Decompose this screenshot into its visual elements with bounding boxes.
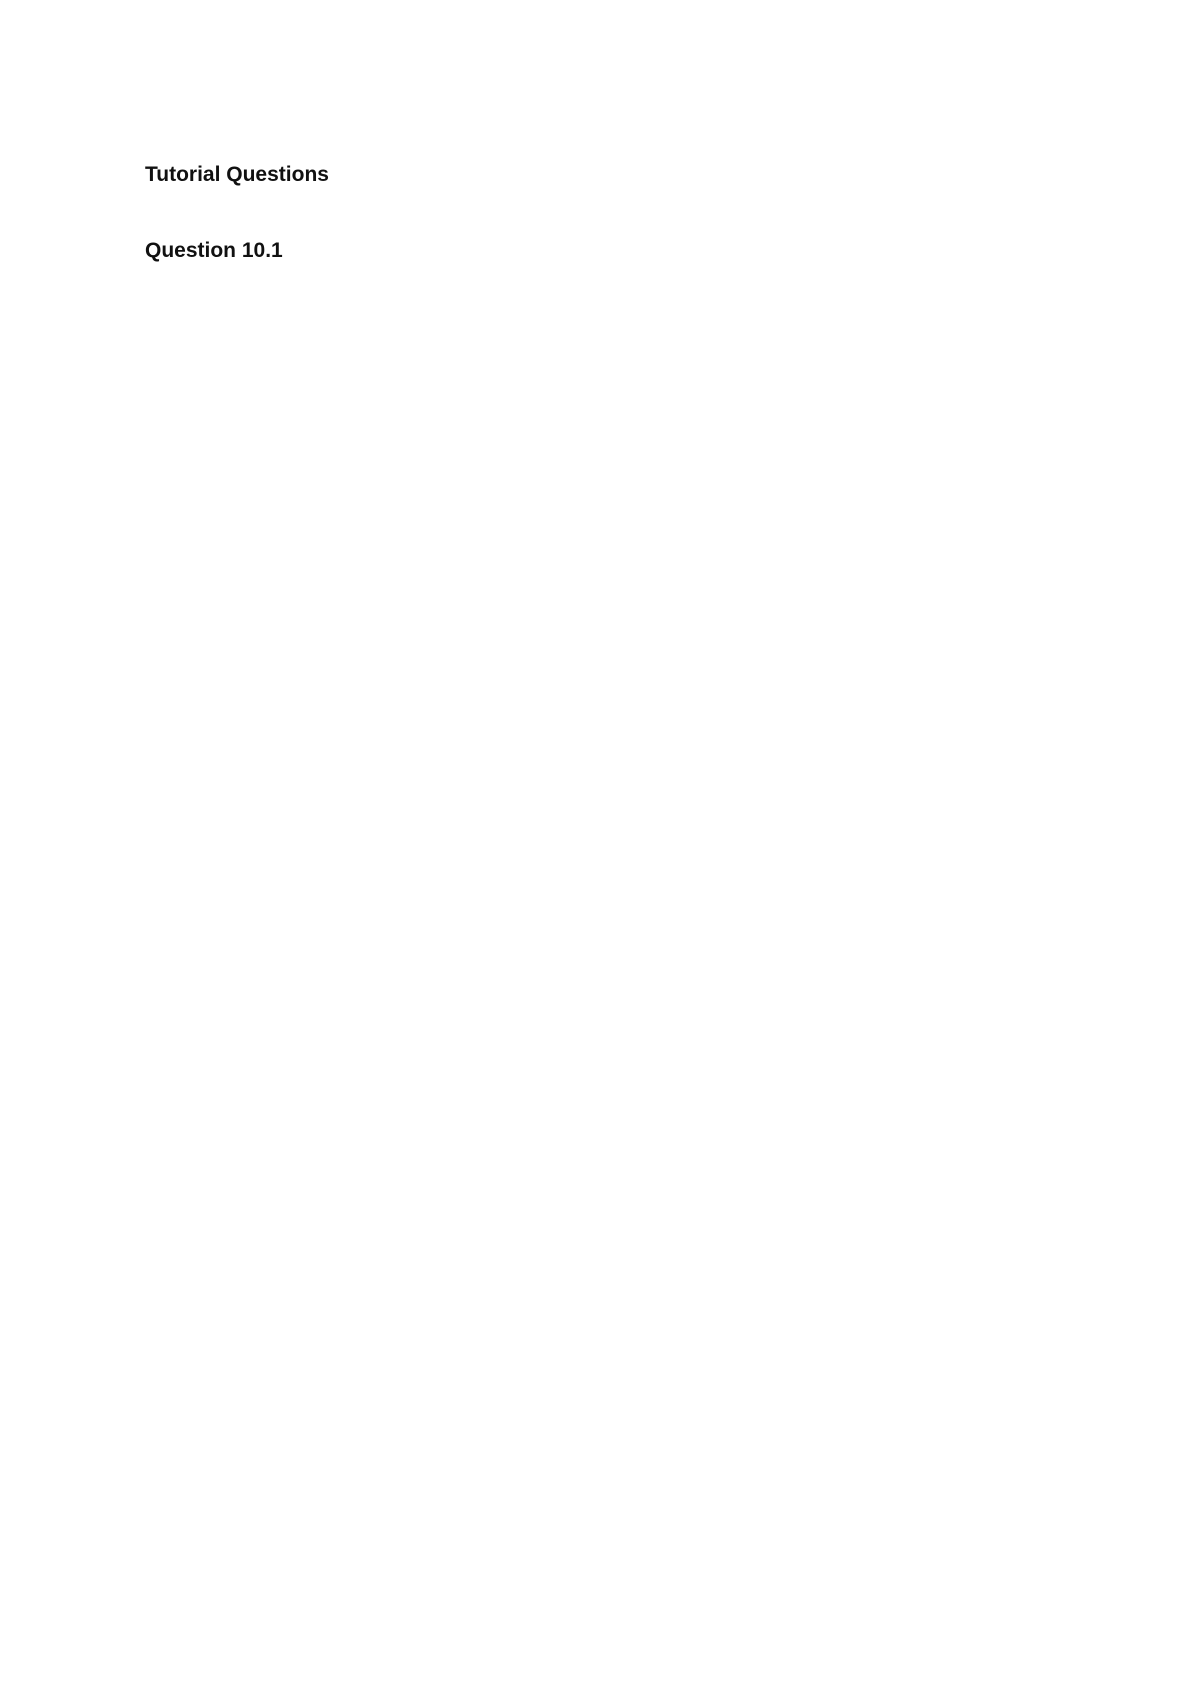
question-heading: Question 10.1	[145, 239, 283, 262]
section-title: Tutorial Questions	[145, 163, 329, 186]
question-10-1	[145, 236, 1070, 280]
